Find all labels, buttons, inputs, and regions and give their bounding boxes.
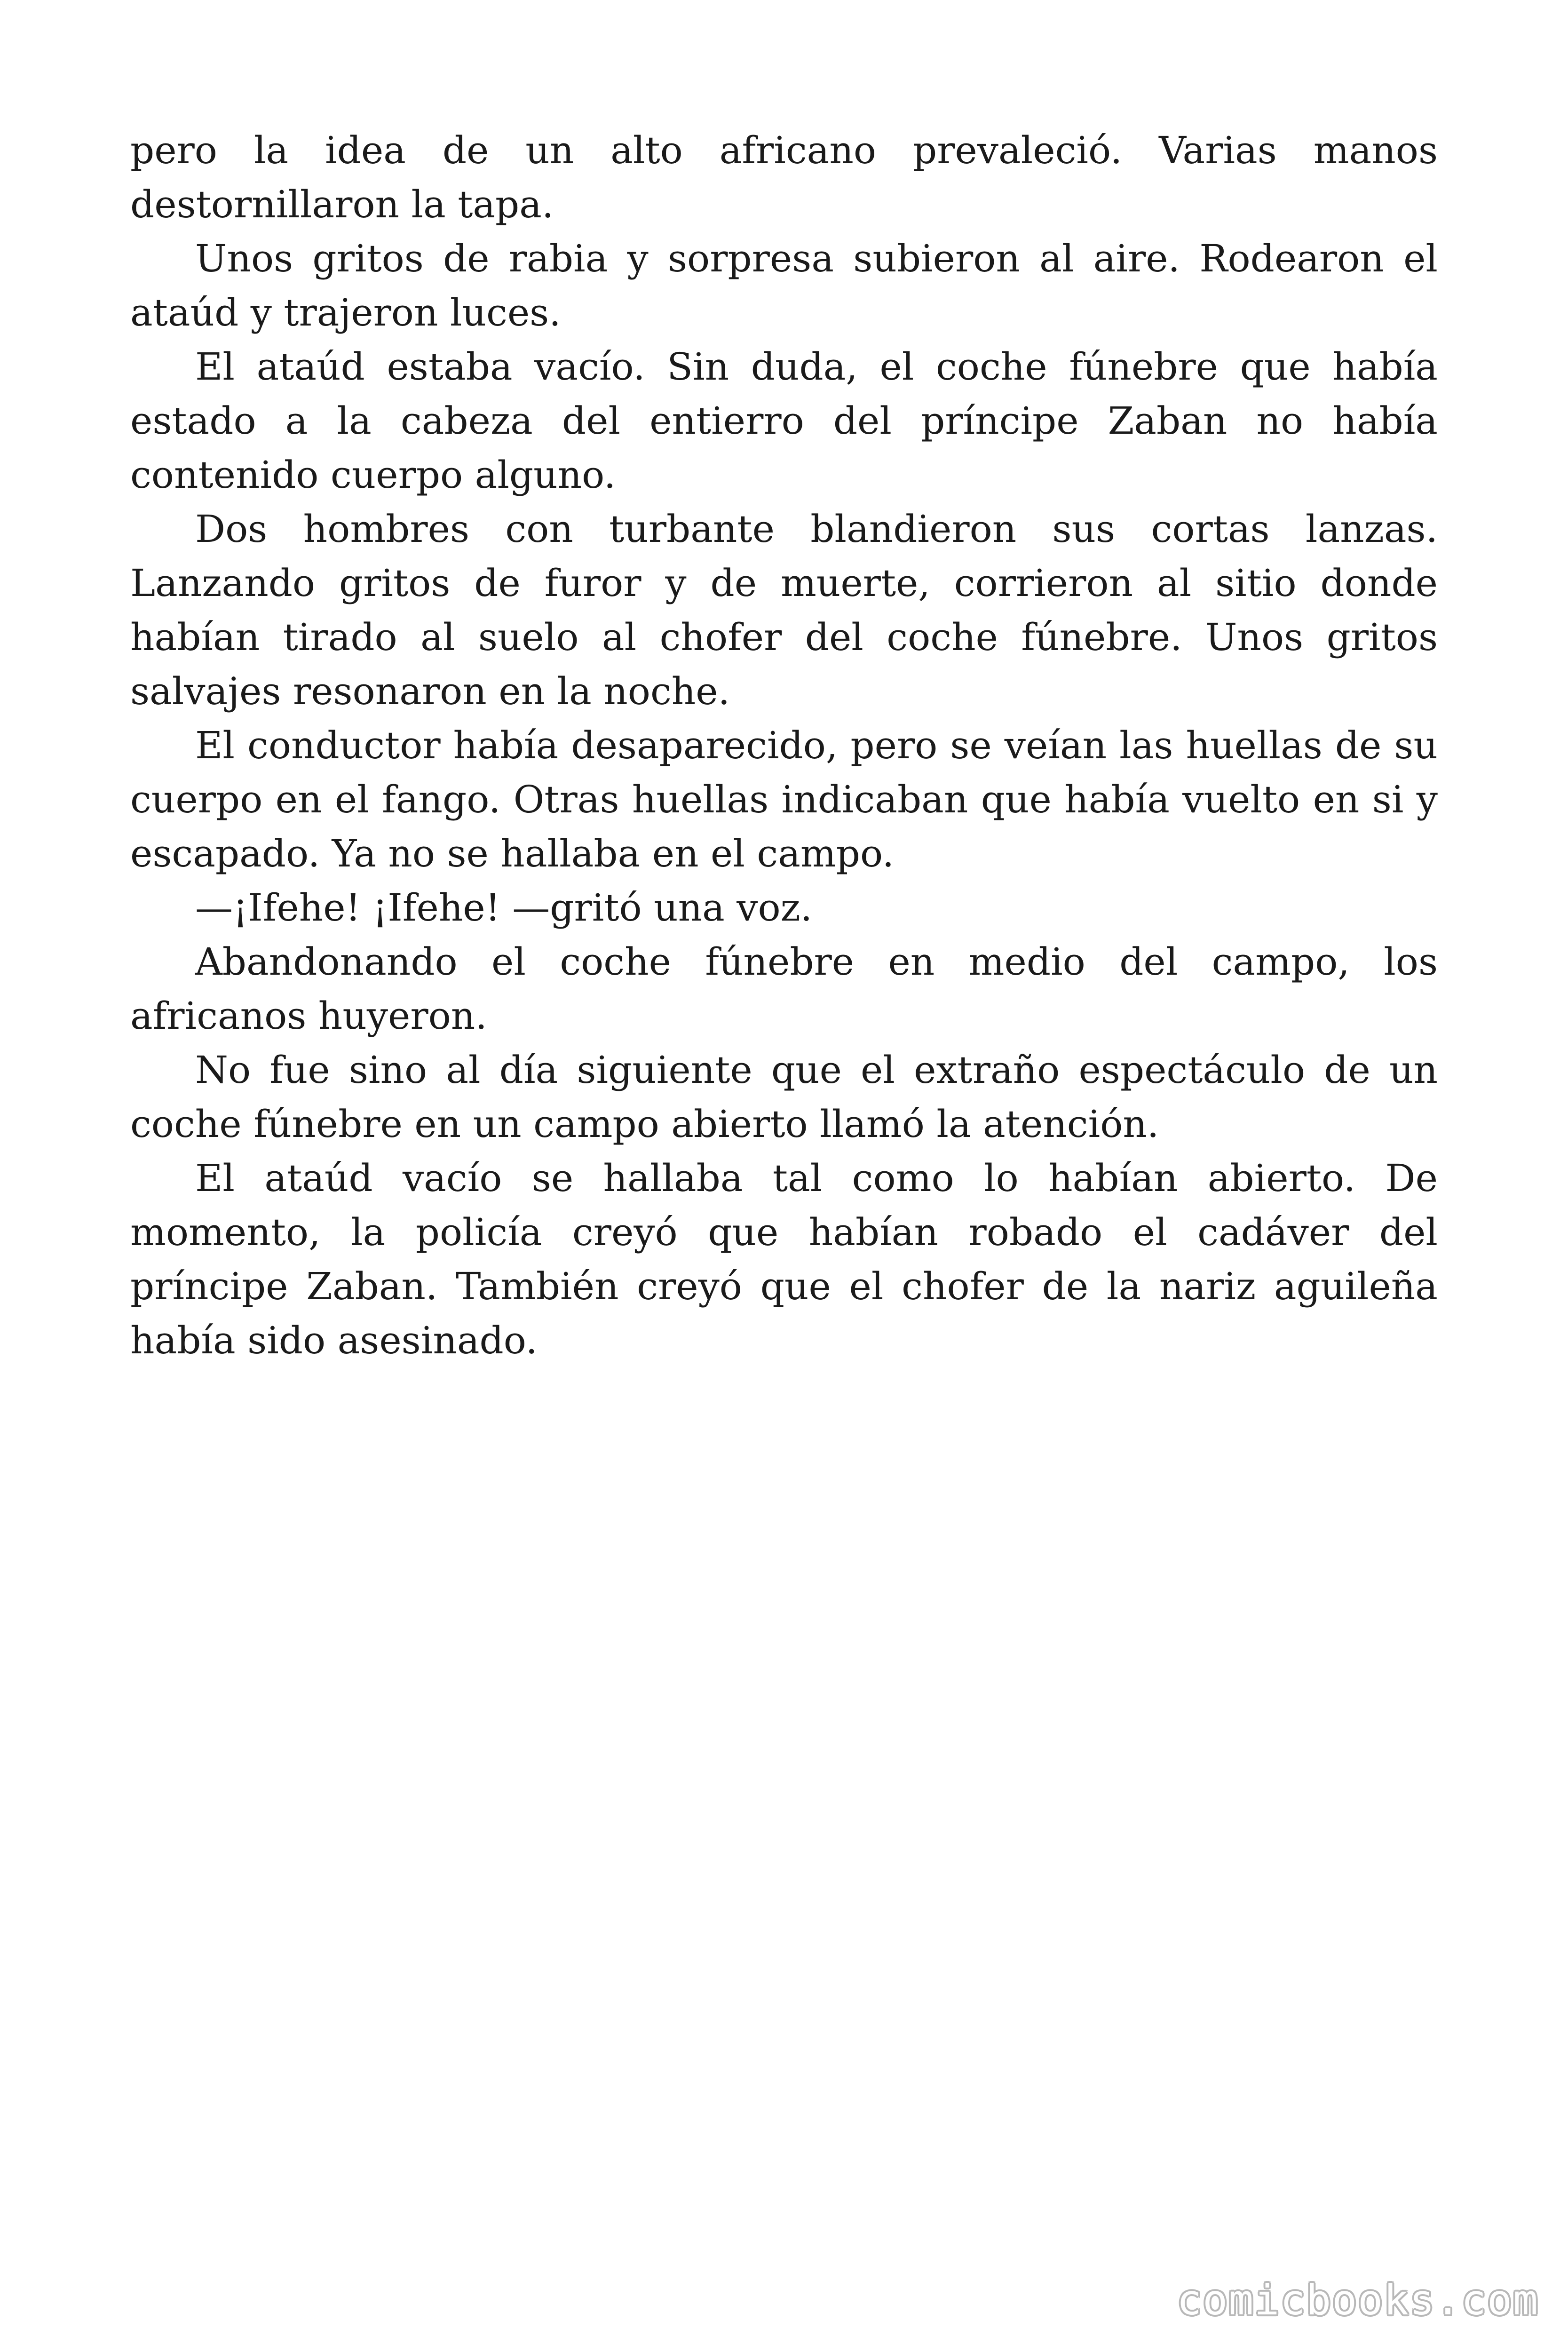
paragraph-1: pero la idea de un alto africano prevaleció. Varias manos destornillaron la tapa. [130,128,1438,226]
paragraph-9: El ataúd vacío se hallaba tal como lo habían abierto. De momento, la policía creyó que habían robado el cadáver del príncipe Zaban. También creyó que el chofer de la nariz aguileña había sido asesinado. [130,1156,1438,1362]
paragraph-6: —¡Ifehe! ¡Ifehe! —gritó una voz. [195,886,813,930]
paragraph-4: Dos hombres con turbante blandieron sus cortas lanzas. Lanzando gritos de furor y de muerte, corrieron al sitio donde habían tirado al suelo al chofer del coche fúnebre. Unos gritos salvajes resonaron en la noche. [130,507,1438,713]
paragraph-2: Unos gritos de rabia y sorpresa subieron al aire. Rodearon el ataúd y trajeron luces. [130,237,1438,334]
paragraph-8: No fue sino al día siguiente que el extraño espectáculo de un coche fúnebre en un campo abierto llamó la atención. [130,1048,1438,1146]
paragraph-5: El conductor había desaparecido, pero se veían las huellas de su cuerpo en el fango. Otras huellas indicaban que había vuelto en si y escapado. Ya no se hallaba en el campo. [130,723,1438,875]
watermark: comicbooks.com [1177,2276,1539,2324]
body-text [130,123,1438,1367]
paragraph-3: El ataúd estaba vacío. Sin duda, el coche fúnebre que había estado a la cabeza del entierro del príncipe Zaban no había contenido cuerpo alguno. [130,345,1438,497]
paragraph-7: Abandonando el coche fúnebre en medio del campo, los africanos huyeron. [130,940,1438,1038]
